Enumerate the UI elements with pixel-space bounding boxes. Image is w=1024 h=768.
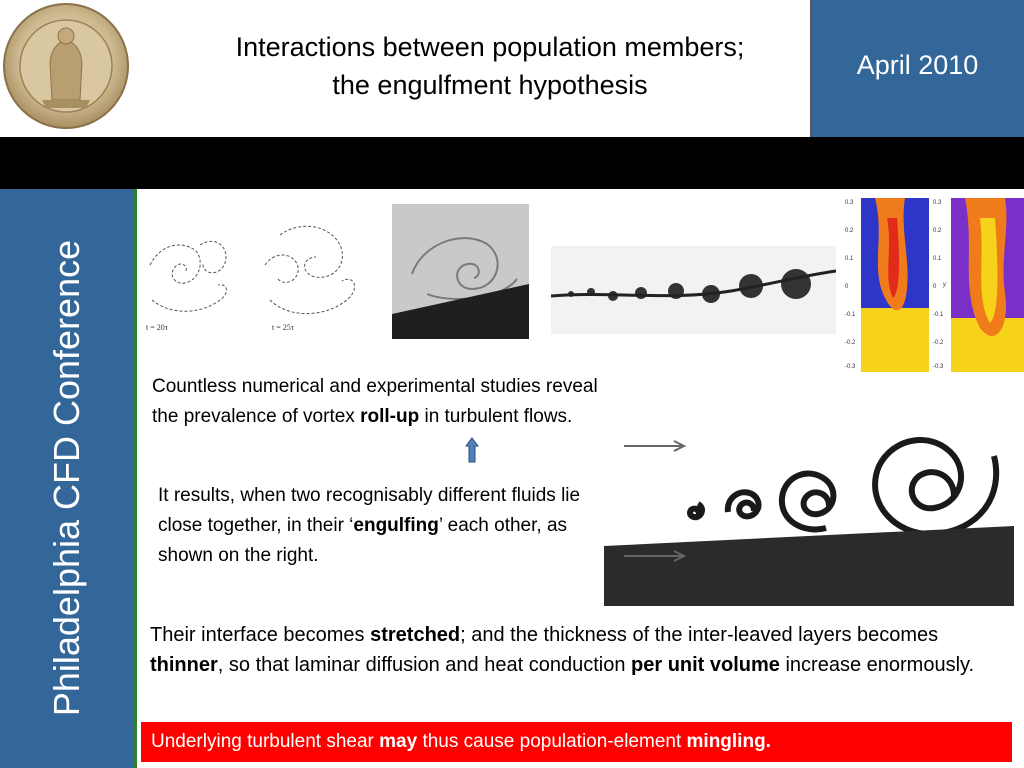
- sketch-label-left: t = 20τ: [146, 323, 168, 332]
- mixing-layer-image: [551, 246, 836, 334]
- p2-bold-engulfing: engulfing: [353, 515, 439, 536]
- p1-text-b: in turbulent flows.: [419, 406, 573, 427]
- footer-text-b: thus cause population-element: [417, 731, 687, 752]
- seal-area: [0, 0, 137, 137]
- paragraph-vortex-rollup: [152, 372, 602, 432]
- rollup-photo-image: [392, 204, 529, 339]
- p3-text-d: increase enormously.: [779, 654, 975, 676]
- slide-title-line-2: the engulfment hypothesis: [332, 70, 648, 100]
- right-plot-tick-0-3: 0.3: [933, 200, 942, 206]
- slide-title-line-1: Interactions between population members;: [235, 32, 745, 62]
- right-plot-tick-neg-0-3: -0.3: [933, 364, 944, 370]
- right-plot-tick-0-2: 0.2: [933, 228, 942, 234]
- footer-bold-may: may: [379, 731, 418, 752]
- left-plot-tick-0-2: 0.2: [845, 228, 854, 234]
- footer-bold-mingling: mingling.: [686, 731, 771, 752]
- p2-text-b: ’ each other, as shown on the right.: [158, 515, 568, 566]
- header-divider-bar: [0, 137, 1024, 189]
- left-plot-tick-neg-0-2: -0.2: [845, 340, 856, 346]
- left-plot-tick-0: 0: [845, 284, 849, 290]
- p3-bold-stretched: stretched: [370, 624, 461, 646]
- right-plot-tick-neg-0-1: -0.1: [933, 312, 944, 318]
- p3-text-c: , so that laminar diffusion and heat conduction: [217, 654, 632, 676]
- p3-bold-thinner: thinner: [150, 654, 218, 676]
- left-plot-axis: [845, 198, 861, 372]
- conclusion-text: [151, 731, 1011, 753]
- right-plot-tick-neg-0-2: -0.2: [933, 340, 944, 346]
- conference-name: Philadelphia CFD Conference: [46, 239, 87, 717]
- p1-text-a: Countless numerical and experimental studies reveal the prevalence of vortex: [152, 376, 598, 427]
- date-label: April 2010: [856, 50, 979, 80]
- p3-text-b: ; and the thickness of the inter-leaved layers becomes: [460, 624, 939, 646]
- footer-text-a: Underlying turbulent shear: [151, 731, 380, 752]
- right-plot-tick-0-1: 0.1: [933, 256, 942, 262]
- p2-text-a: It results, when two recognisably different fluids lie close together, in their ‘: [158, 485, 581, 536]
- left-plot-tick-neg-0-1: -0.1: [845, 312, 856, 318]
- up-arrow-icon: [465, 437, 479, 463]
- paragraph-interface-stretching: [150, 620, 1010, 680]
- p1-bold-rollup: roll-up: [360, 406, 420, 427]
- contour-plots-image: [845, 198, 1024, 372]
- sketch-label-right: t = 25τ: [272, 323, 294, 332]
- right-plot-axis: [933, 198, 951, 372]
- vortex-sketch-image: [140, 205, 375, 340]
- left-plot-tick-neg-0-3: -0.3: [845, 364, 856, 370]
- p3-bold-per-unit-volume: per unit volume: [631, 654, 780, 676]
- right-plot-tick-0: 0: [933, 284, 937, 290]
- spiral-rollup-image: [604, 416, 1014, 606]
- slide-title: [150, 28, 830, 104]
- franklin-memorial-seal: [0, 0, 137, 137]
- right-plot-axis-letter: y: [943, 282, 946, 288]
- left-plot-tick-0-1: 0.1: [845, 256, 854, 262]
- p3-text-a: Their interface becomes: [150, 624, 371, 646]
- paragraph-engulfing: [158, 481, 603, 571]
- left-plot-tick-0-3: 0.3: [845, 200, 854, 206]
